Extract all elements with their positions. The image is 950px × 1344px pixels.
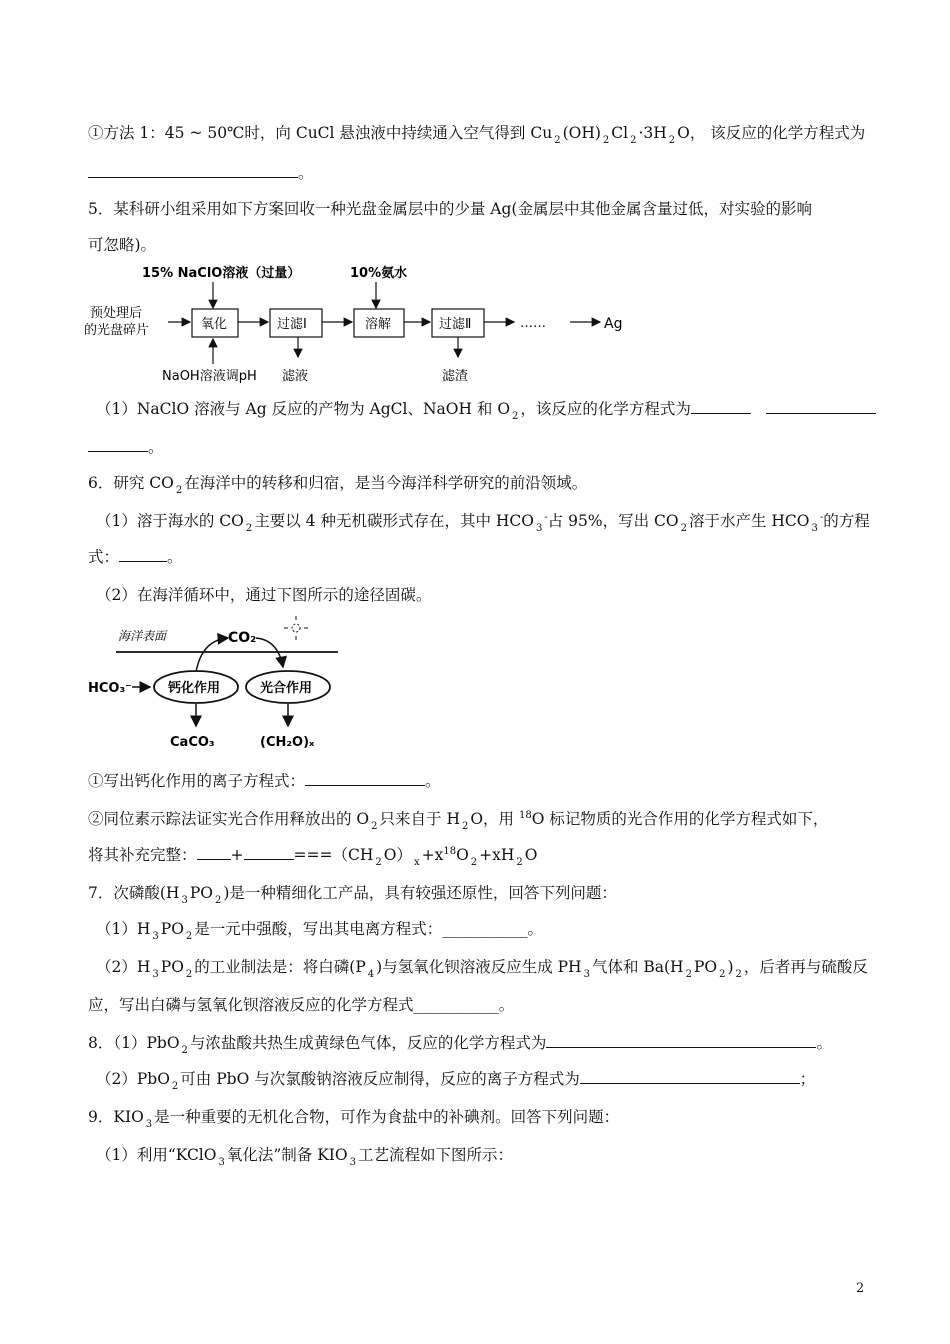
page-number: 2 <box>856 1281 865 1296</box>
q6-subq2: ②同位素示踪法证实光合作用释放出的 O $_2$ 只来自于 H $_2$ O，用 $^{18}$O 标记物质的光合作用的化学方程式如下， <box>88 810 829 832</box>
q9-stem: 9．KIO $_3$ 是一种重要的无机化合物，可作为食盐中的补碘剂。回答下列问题： <box>88 1108 620 1130</box>
method1-answer-line: 。 <box>88 162 314 184</box>
flow-box-oxidation-label: 氧化 <box>201 317 228 332</box>
q5-part1: （1）NaClO 溶液与 Ag 反应的产物为 AgCl、NaOH 和 O $_2$ ，该反应的化学方程式为 <box>96 398 876 423</box>
cycle-photosynthesis-label: 光合作用 <box>260 681 313 696</box>
q8-part1: 8．（1）PbO $_2$ 与浓盐酸共热生成黄绿色气体，反应的化学方程式为 。 <box>88 1034 832 1056</box>
cycle-surface-label: 海洋表面 <box>118 629 167 643</box>
silver-recovery-flowchart <box>82 262 642 386</box>
cycle-caco3: CaCO₃ <box>170 735 215 750</box>
flow-ellipsis: …… <box>520 316 546 331</box>
q9-part1: （1）利用“KClO $_3$ 氧化法”制备 KIO $_3$ 工艺流程如下图所示： <box>96 1146 514 1168</box>
answer-blank[interactable] <box>119 547 167 562</box>
q6-subq2-equation: 将其补充完整： + ===（CH $_2$ O） $_x +x^{18}O$ $_2$ +xH $_2$ O <box>88 846 538 868</box>
flow-reagent-naclo: 15% NaClO溶液（过量） <box>142 266 301 281</box>
answer-blank[interactable] <box>305 771 425 786</box>
q5-stem: 5．某科研小组采用如下方案回收一种光盘金属层中的少量 Ag(金属层中其他金属含量过低，对实验的影响 <box>88 200 812 218</box>
answer-blank[interactable] <box>691 399 751 414</box>
q6-part1-cont: 式： 。 <box>88 548 183 566</box>
answer-blank[interactable] <box>546 1033 816 1048</box>
flow-reagent-ammonia: 10%氨水 <box>350 266 408 281</box>
flow-box-dissolve-label: 溶解 <box>365 317 392 332</box>
q7-part2: （2）H $_3$ PO $_2$ 的工业制法是：将白磷(P $_4$ )与氢氧化钡溶液反应生成 PH $_3$ 气体和 Ba(H $_2$ PO $_2$ ) $_2$ ，后者再与硫酸反 <box>96 958 868 980</box>
q7-stem: 7．次磷酸(H $_3$ PO $_2$ )是一种精细化工产品，具有较强还原性，回答下列问题： <box>88 884 617 906</box>
answer-blank[interactable] <box>88 437 148 452</box>
q6-part2: （2）在海洋循环中，通过下图所示的途径固碳。 <box>96 586 432 604</box>
q7-part2-cont: 应，写出白磷与氢氧化钡溶液反应的化学方程式___________。 <box>88 996 515 1014</box>
cycle-calcification-label: 钙化作用 <box>168 681 221 696</box>
method1-line: ①方法 1：45 ~ 50℃时，向 CuCl 悬浊液中持续通入空气得到 Cu $_2$ (OH) $_2$ Cl $_2$ ·3H $_2$ O， 该反应的化学方程式为 <box>88 124 866 146</box>
answer-blank[interactable] <box>197 845 231 860</box>
flow-reagent-naoh: NaOH溶液调pH <box>162 369 257 384</box>
q5-part1-cont: 。 <box>88 436 164 458</box>
q6-subq1: ①写出钙化作用的离子方程式： 。 <box>88 772 441 790</box>
q8-part2: （2）PbO $_2$ 可由 PbO 与次氯酸钠溶液反应制得，反应的离子方程式为 ； <box>96 1070 816 1092</box>
sun-icon <box>284 616 308 640</box>
flow-residue: 滤渣 <box>442 369 469 384</box>
flow-box-filter1-label: 过滤Ⅰ <box>277 317 307 332</box>
cycle-co2: CO₂ <box>228 630 257 646</box>
flow-input-line2: 的光盘碎片 <box>84 323 150 338</box>
q5-stem-cont: 可忽略)。 <box>88 236 157 254</box>
q6-stem: 6．研究 CO $_2$ 在海洋中的转移和归宿，是当今海洋科学研究的前沿领域。 <box>88 474 588 496</box>
q7-part1: （1）H $_3$ PO $_2$ 是一元中强酸，写出其电离方程式：___________。 <box>96 920 544 942</box>
flow-box-filter2-label: 过滤Ⅱ <box>439 317 472 332</box>
cycle-ch2o: (CH₂O)ₓ <box>260 735 315 750</box>
flow-input-line1: 预处理后 <box>90 306 143 321</box>
ocean-carbon-cycle-diagram <box>88 612 348 752</box>
answer-blank[interactable] <box>244 845 294 860</box>
q6-part1: （1）溶于海水的 CO $_2$ 主要以 4 种无机碳形式存在，其中 HCO $_3$-占 95%，写出 CO $_2$ 溶于水产生 HCO $_3$-的方程 <box>96 512 870 534</box>
flow-product-ag: Ag <box>604 316 623 332</box>
answer-blank[interactable] <box>766 399 876 414</box>
answer-blank[interactable] <box>580 1069 800 1084</box>
answer-blank[interactable] <box>88 163 298 178</box>
cycle-hco3: HCO₃⁻ <box>88 681 133 696</box>
flow-filtrate: 滤液 <box>282 369 309 384</box>
